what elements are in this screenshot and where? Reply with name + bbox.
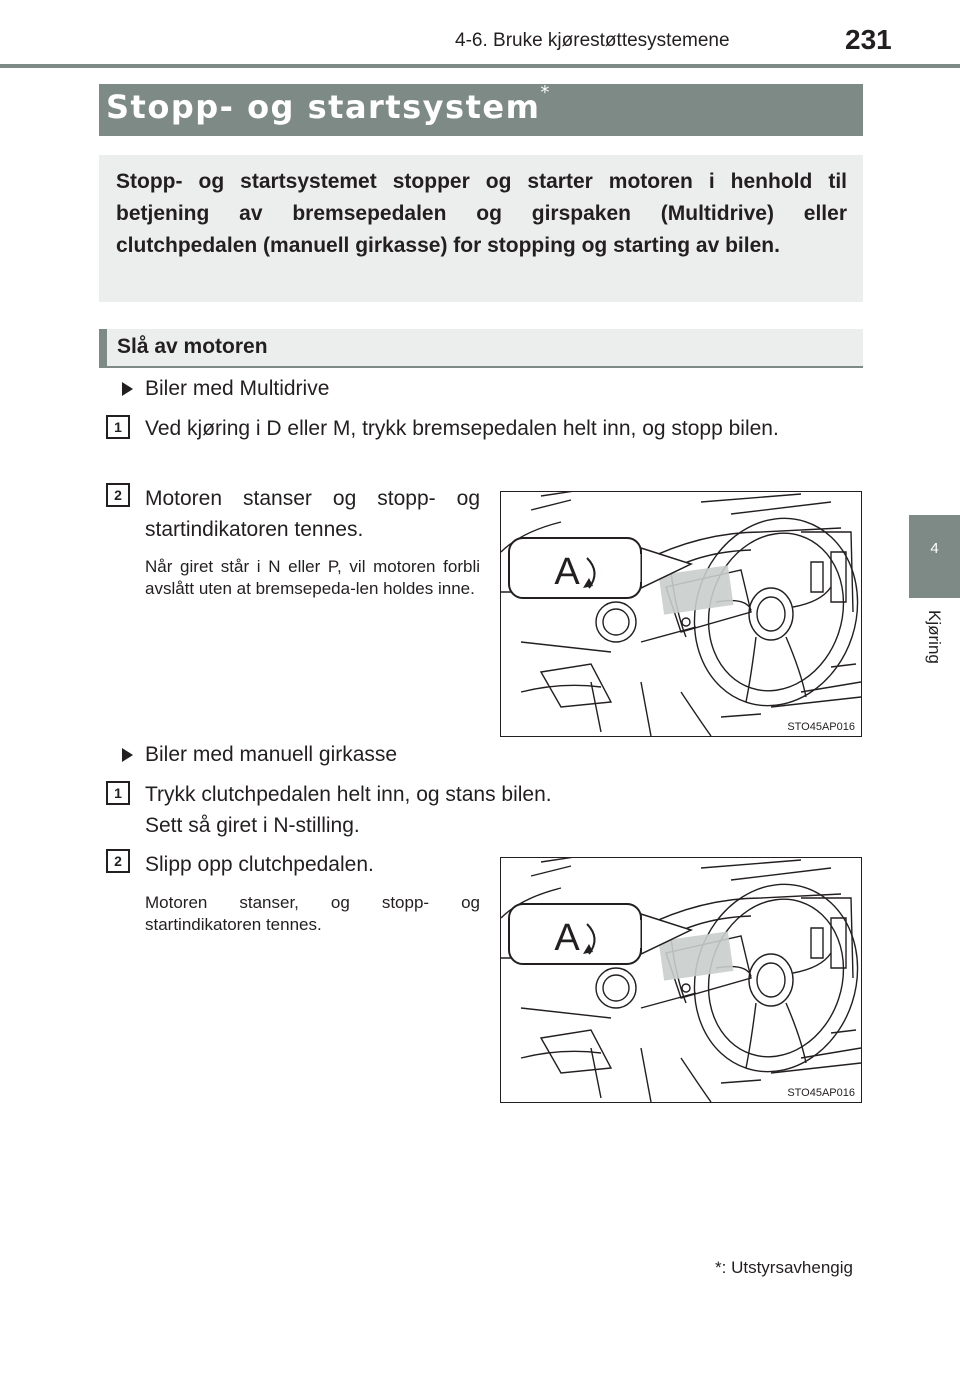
figure-code: STO45AP016 — [787, 1087, 855, 1099]
step-number: 1 — [106, 781, 130, 805]
step-number: 2 — [106, 483, 130, 507]
footnote-marker: * — [715, 1258, 722, 1277]
page-title — [106, 82, 551, 126]
page-title-text: Stopp- og startsystem — [106, 88, 541, 126]
section-title: 4-6. Bruke kjørestøttesystemene — [455, 30, 730, 51]
multidrive-step2: Motoren stanser og stopp- og startindikatoren tennes. — [145, 487, 480, 541]
manual-heading: Biler med manuell girkasse — [145, 743, 398, 766]
header-rule — [0, 64, 960, 68]
subheading-accent — [99, 329, 107, 368]
manual-step2: Slipp opp clutchpedalen. — [145, 853, 374, 876]
subheading: Slå av motoren — [117, 335, 268, 358]
multidrive-step1: Ved kjøring i D eller M, trykk bremsepedalen helt inn, og stopp bilen. — [145, 417, 779, 440]
equipment-marker: * — [540, 82, 551, 103]
page-number: 231 — [845, 24, 892, 55]
multidrive-heading: Biler med Multidrive — [145, 377, 330, 400]
bullet-triangle-icon — [122, 382, 133, 396]
intro-text: Stopp- og startsystemet stopper og starter motoren i henhold til betjening av bremsepedalen og girspaken (Multidrive) eller clutchpedalen (manuell girkasse) for stopping og starting av bilen. — [116, 170, 847, 257]
chapter-label: Kjøring — [925, 610, 944, 664]
manual-step1-line2: Sett så giret i N-stilling. — [145, 814, 360, 837]
step-number: 2 — [106, 849, 130, 873]
dashboard-illustration — [500, 857, 862, 1103]
footnote-text: : Utstyrsavhengig — [721, 1258, 853, 1277]
figure-callout-letter: A — [554, 551, 580, 593]
dashboard-illustration — [500, 491, 862, 737]
bullet-triangle-icon — [122, 748, 133, 762]
dashboard-drawing — [501, 858, 861, 1102]
manual-step2-note: Motoren stanser, og stopp- og startindikatoren tennes. — [145, 893, 480, 934]
figure-callout-letter: A — [554, 917, 580, 959]
chapter-number: 4 — [930, 540, 939, 557]
step-number: 1 — [106, 415, 130, 439]
footnote — [715, 1258, 853, 1278]
figure-code: STO45AP016 — [787, 721, 855, 733]
dashboard-drawing — [501, 492, 861, 736]
multidrive-step2-note: Når giret står i N eller P, vil motoren forbli avslått uten at bremsepeda-len holdes inne. — [145, 557, 480, 598]
manual-step1-line1: Trykk clutchpedalen helt inn, og stans bilen. — [145, 783, 552, 806]
